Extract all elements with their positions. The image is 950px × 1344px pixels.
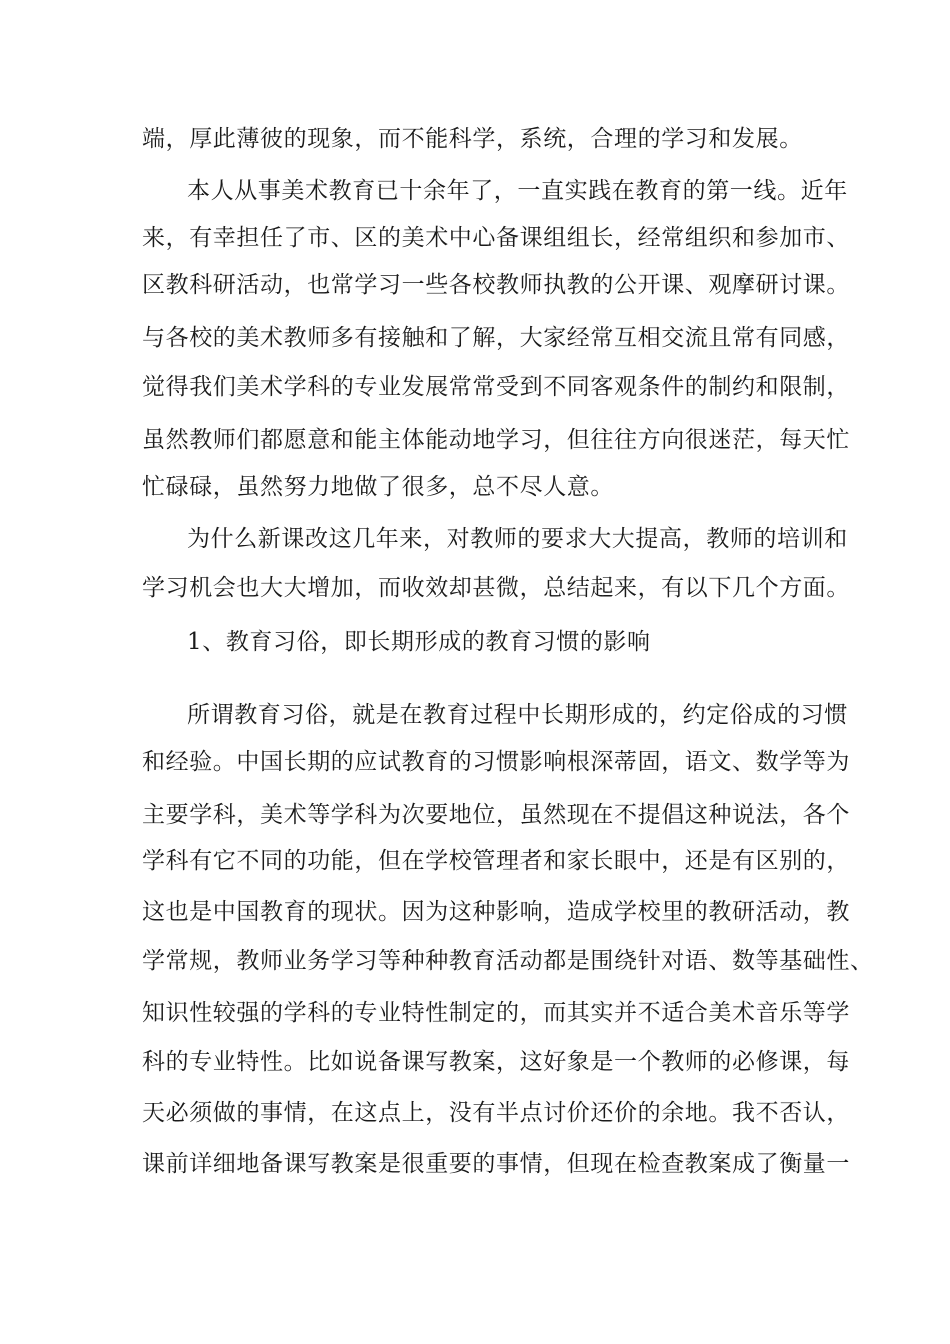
paragraph-line: 课前详细地备课写教案是很重要的事情，但现在检查教案成了衡量一 <box>142 1151 850 1177</box>
paragraph-line: 端，厚此薄彼的现象，而不能科学，系统，合理的学习和发展。 <box>142 126 803 152</box>
paragraph-line: 天必须做的事情，在这点上，没有半点讨价还价的余地。我不否认， <box>142 1100 850 1126</box>
paragraph-line: 学常规，教师业务学习等种种教育活动都是围绕针对语、数等基础性、 <box>142 948 874 974</box>
paragraph-line: 忙碌碌，虽然努力地做了很多，总不尽人意。 <box>142 474 614 500</box>
paragraph-line: 知识性较强的学科的专业特性制定的，而其实并不适合美术音乐等学 <box>142 1000 850 1026</box>
section-heading: 1、教育习俗，即长期形成的教育习惯的影响 <box>187 629 651 655</box>
paragraph-line: 为什么新课改这几年来，对教师的要求大大提高，教师的培训和 <box>187 526 848 552</box>
paragraph-line: 觉得我们美术学科的专业发展常常受到不同客观条件的制约和限制， <box>142 374 850 400</box>
paragraph-line: 学习机会也大大增加，而收效却甚微，总结起来，有以下几个方面。 <box>142 575 850 601</box>
paragraph-line: 主要学科，美术等学科为次要地位，虽然现在不提倡这种说法，各个 <box>142 802 850 828</box>
paragraph-line: 所谓教育习俗，就是在教育过程中长期形成的，约定俗成的习惯 <box>187 702 848 728</box>
paragraph-line: 学科有它不同的功能，但在学校管理者和家长眼中，还是有区别的， <box>142 848 850 874</box>
paragraph-line: 这也是中国教育的现状。因为这种影响，造成学校里的教研活动，教 <box>142 899 850 925</box>
paragraph-line: 与各校的美术教师多有接触和了解，大家经常互相交流且常有同感， <box>142 325 850 351</box>
paragraph-line: 来，有幸担任了市、区的美术中心备课组组长，经常组织和参加市、 <box>142 225 850 251</box>
paragraph-line: 区教科研活动，也常学习一些各校教师执教的公开课、观摩研讨课。 <box>142 272 850 298</box>
paragraph-line: 本人从事美术教育已十余年了，一直实践在教育的第一线。近年 <box>187 178 848 204</box>
paragraph-line: 虽然教师们都愿意和能主体能动地学习，但往往方向很迷茫，每天忙 <box>142 427 850 453</box>
paragraph-line: 和经验。中国长期的应试教育的习惯影响根深蒂固，语文、数学等为 <box>142 749 850 775</box>
paragraph-line: 科的专业特性。比如说备课写教案，这好象是一个教师的必修课，每 <box>142 1049 850 1075</box>
